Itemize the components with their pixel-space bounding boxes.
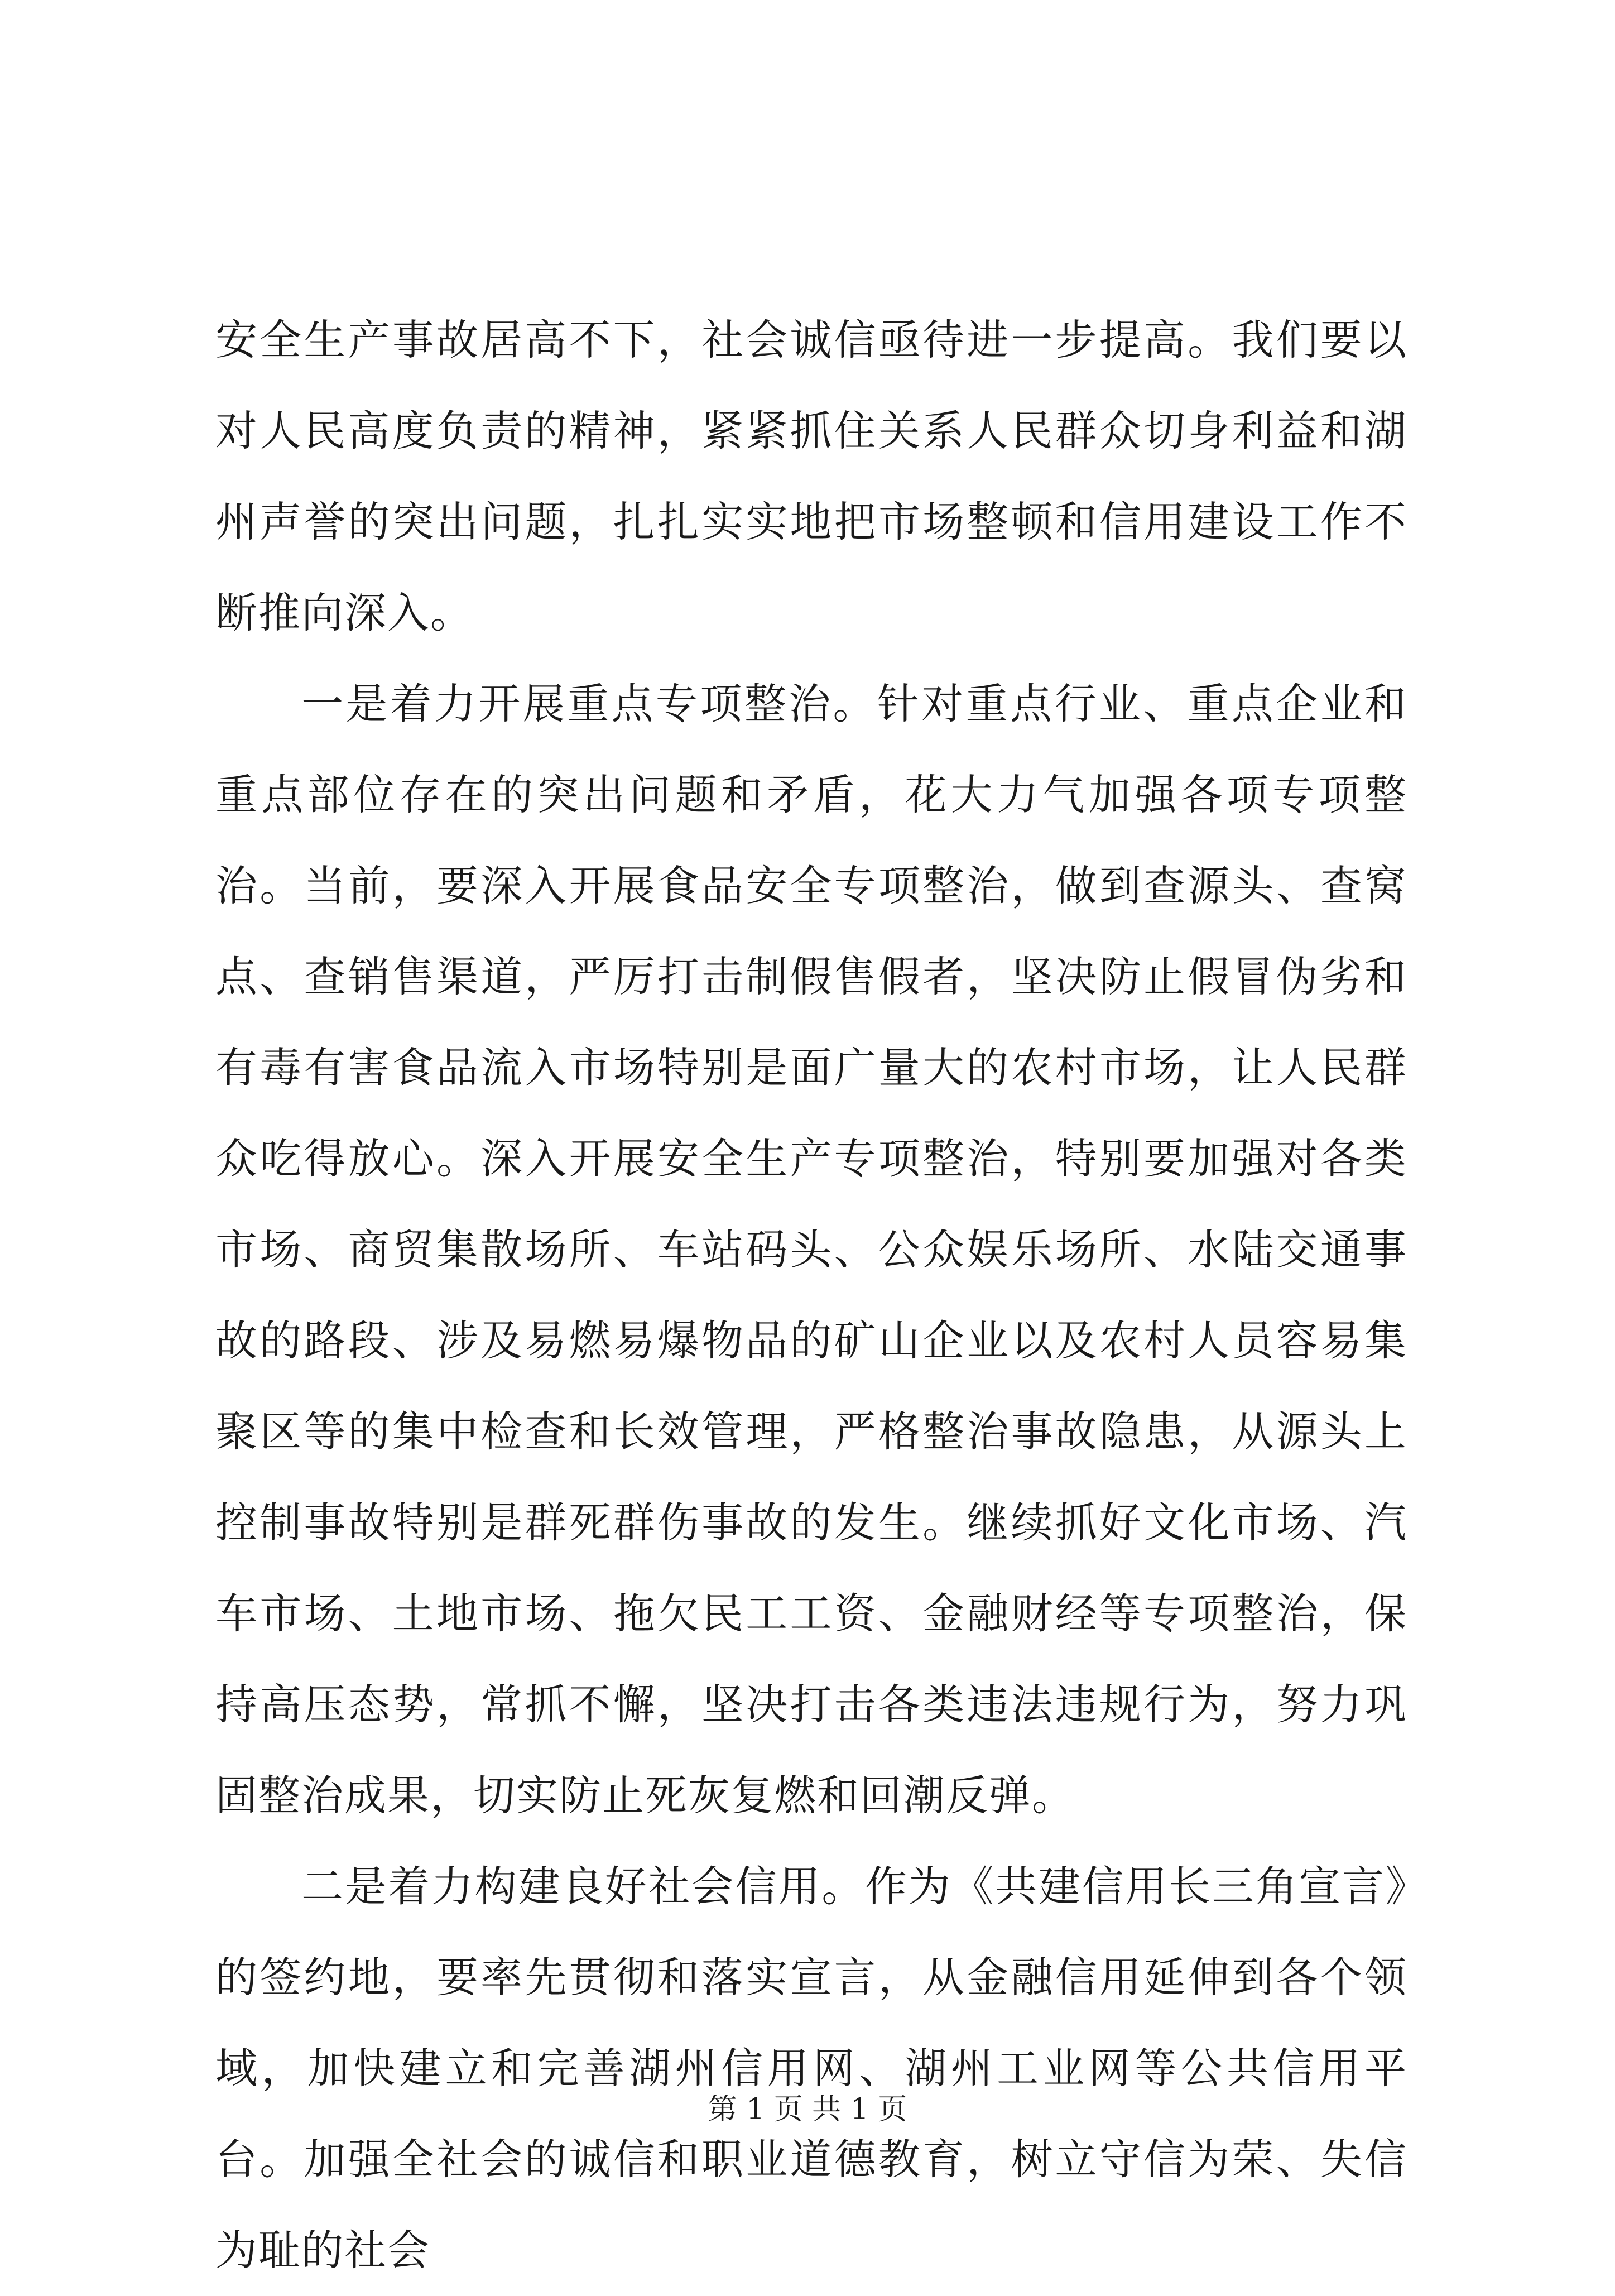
document-body — [215, 295, 1407, 2296]
page-number-footer: 第 1 页 共 1 页 — [708, 2093, 907, 2126]
paragraph-special-rectification: 一是着力开展重点专项整治。针对重点行业、重点企业和重点部位存在的突出问题和矛盾，花大力气加强各项专项整治。当前，要深入开展食品安全专项整治，做到查源头、查窝点、查销售渠道，严厉打击制假售假者，坚决防止假冒伪劣和有毒有害食品流入市场特别是面广量大的农村市场，让人民群众吃得放心。深入开展安全生产专项整治，特别要加强对各类市场、商贸集散场所、车站码头、公众娱乐场所、水陆交通事故的路段、涉及易燃易爆物品的矿山企业以及农村人员容易集聚区等的集中检查和长效管理，严格整治事故隐患，从源头上控制事故特别是群死群伤事故的发生。继续抓好文化市场、汽车市场、土地市场、拖欠民工工资、金融财经等专项整治，保持高压态势，常抓不懈，坚决打击各类违法违规行为，努力巩固整治成果，切实防止死灰复燃和回潮反弹。 — [215, 679, 1407, 1820]
paragraph-social-credit: 二是着力构建良好社会信用。作为《共建信用长三角宣言》的签约地，要率先贯彻和落实宣言，从金融信用延伸到各个领域，加快建立和完善湖州信用网、湖州工业网等公共信用平台。加强全社会的诚信和职业道德教育，树立守信为荣、失信为耻的社会 — [215, 1862, 1407, 2275]
paragraph-continuation: 安全生产事故居高不下，社会诚信亟待进一步提高。我们要以对人民高度负责的精神，紧紧抓住关系人民群众切身利益和湖州声誉的突出问题，扎扎实实地把市场整顿和信用建设工作不断推向深入。 — [215, 315, 1407, 637]
